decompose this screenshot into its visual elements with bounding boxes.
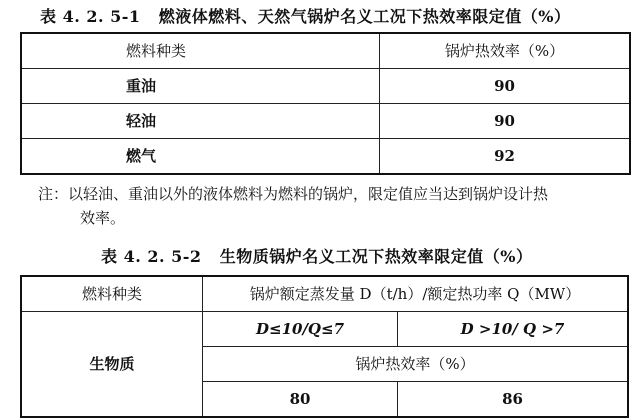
table1-header-fuel: 燃料种类 — [21, 33, 380, 69]
table-row — [21, 139, 630, 175]
table2-header-fuel: 燃料种类 — [21, 276, 203, 312]
table1 — [20, 32, 631, 175]
table2-fuel-cell: 生物质 — [21, 312, 203, 418]
table2-caption-number: 表 4. 2. 5-2 — [101, 247, 202, 266]
table1-value-cell: 90 — [380, 69, 631, 104]
table2-header-capacity: 锅炉额定蒸发量 D（t/h）/额定热功率 Q（MW） — [203, 276, 629, 312]
table2-header-row — [21, 276, 628, 312]
table1-note — [38, 182, 638, 230]
table2-condition-row — [21, 312, 628, 347]
table2 — [20, 275, 629, 418]
note-line-2: 效率。 — [80, 209, 126, 227]
note-line-1: 注：以轻油、重油以外的液体燃料为燃料的锅炉，限定值应当达到锅炉设计热 — [38, 185, 549, 203]
table2-caption-text: 生物质锅炉名义工况下热效率限定值（%） — [219, 247, 533, 266]
table1-fuel-cell: 重油 — [21, 69, 380, 104]
table1-caption-number: 表 4. 2. 5-1 — [40, 7, 141, 26]
table2-value-low: 80 — [203, 382, 398, 418]
table2-caption — [101, 244, 532, 267]
table1-fuel-cell: 轻油 — [21, 104, 380, 139]
table1-header-row — [21, 33, 630, 69]
table2-condition-high: D >10/ Q >7 — [398, 312, 628, 347]
table1-header-efficiency: 锅炉热效率（%） — [380, 33, 631, 69]
table1-fuel-cell: 燃气 — [21, 139, 380, 175]
table1-caption-text: 燃液体燃料、天然气锅炉名义工况下热效率限定值（%） — [158, 7, 571, 26]
table2-value-high: 86 — [398, 382, 628, 418]
table-row — [21, 104, 630, 139]
table1-value-cell: 90 — [380, 104, 631, 139]
table2-condition-low: D≤10/Q≤7 — [203, 312, 398, 347]
table1-caption — [40, 4, 570, 27]
table2-efficiency-label: 锅炉热效率（%） — [203, 347, 629, 382]
table1-value-cell: 92 — [380, 139, 631, 175]
table-row — [21, 69, 630, 104]
